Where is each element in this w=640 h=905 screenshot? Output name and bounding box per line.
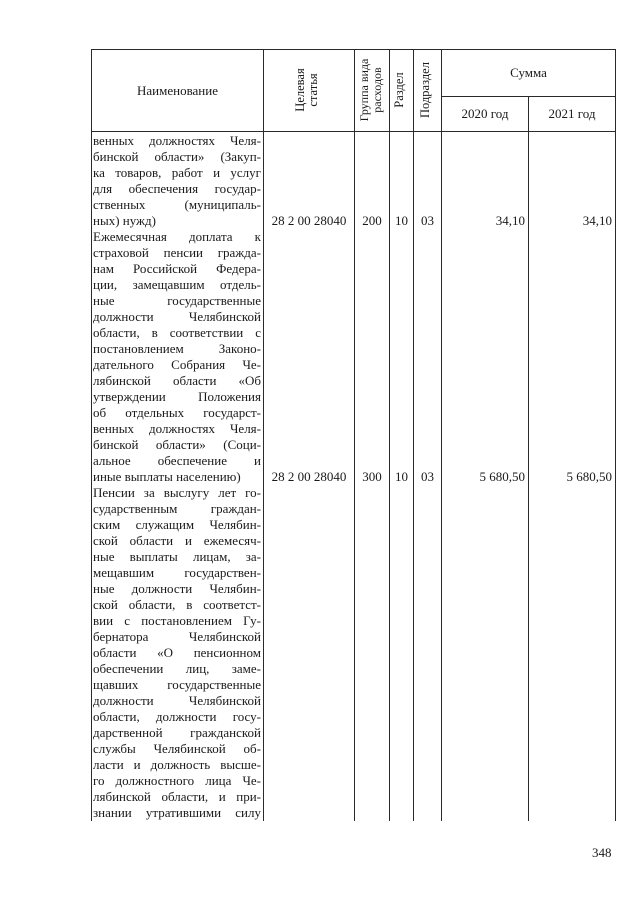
col-border-name (263, 49, 264, 821)
col-border-subsection (441, 49, 442, 821)
table-row-1-code: 28 2 00 28040 (271, 213, 347, 228)
header-bottom-border (91, 131, 615, 132)
table-row-1-group: 200 (362, 213, 382, 228)
table-row-2-sum-2020: 5 680,50 (479, 469, 525, 484)
table-row-2-code: 28 2 00 28040 (271, 469, 347, 484)
header-target-article: Целевая статья (293, 68, 320, 112)
table-row-1-subsection: 03 (421, 213, 434, 228)
page-number: 348 (592, 845, 612, 860)
col-border-code (354, 49, 355, 821)
table-row-2-sum-2021: 5 680,50 (566, 469, 612, 484)
header-year-2020: 2020 год (461, 106, 509, 121)
col-border-right (615, 49, 616, 821)
header-expense-group: Группа вида расходов (357, 58, 384, 122)
header-subsection: Подраздел (418, 62, 432, 118)
table-row-1-name: венных должностях Челя- бинской области» (Закуп- ка товаров, работ и услуг для обеспечения государ- ственных (муниципаль- ных) нужд) (93, 133, 261, 228)
table-row-2-subsection: 03 (421, 469, 434, 484)
col-border-group (389, 49, 390, 821)
table-row-2-section: 10 (395, 469, 408, 484)
col-border-left (91, 49, 92, 821)
table-row-3-name: Пенсии за выслугу лет го- сударственным граждан- ским служащим Челябин- ской области и ежемесяч- ные выплаты лицам, за- мещавшим государствен- ные должности Челябин- ской области, в соответст- вии с постановлением Гу- бернатора Челябинской области «О пенсионном обеспечении лиц, заме- щавших государственные должности Челябинской области, должности госу- дарственной гражданской службы Челябинской об- ласти и должность высше- го должностного лица Че- лябинской области, и при- знании утратившими силу (93, 485, 261, 820)
table-row-1-sum-2021: 34,10 (582, 213, 612, 228)
table-row-2-group: 300 (362, 469, 382, 484)
table-row-1-section: 10 (395, 213, 408, 228)
table-row-1-sum-2020: 34,10 (495, 213, 525, 228)
header-name-cell (92, 50, 263, 131)
col-border-section (413, 49, 414, 821)
header-year-2021: 2021 год (548, 106, 596, 121)
header-name: Наименование (137, 82, 218, 98)
header-sum: Сумма (510, 65, 547, 80)
col-border-2020 (528, 96, 529, 821)
header-section: Раздел (392, 72, 406, 108)
table-row-2-name: Ежемесячная доплата к страховой пенсии гражда- нам Российской Федера- ции, замещавшим отдель- ные государственные должности Челябинской области, в соответствии с постановлением Законо- дательного Собрания Че- лябинской области «Об утверждении Положения об отдельных государст- венных должностях Челя- бинской области» (Соци- альное обеспечение и иные выплаты населению) (93, 229, 261, 484)
